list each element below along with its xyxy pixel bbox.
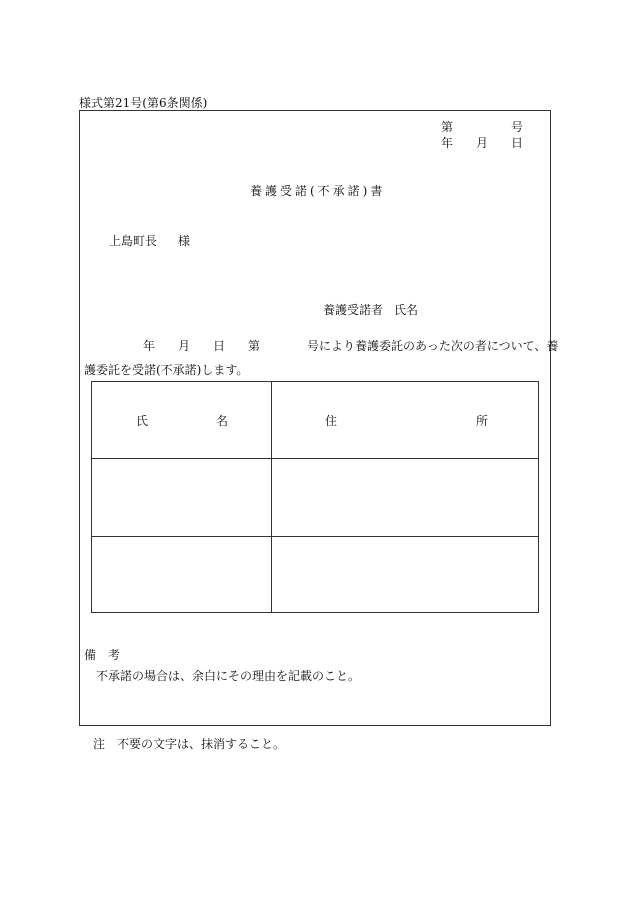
body-line-1-text: 号により養護委託のあった次の者について、養 <box>307 339 559 353</box>
date-year: 年 <box>441 136 454 150</box>
acceptor-label: 養護受諾者 <box>323 303 384 317</box>
header-name-char-1: 氏 <box>136 414 149 428</box>
date-month: 月 <box>476 136 489 150</box>
header-name-char-2: 名 <box>216 414 229 428</box>
table-row-2-name[interactable] <box>98 542 264 608</box>
table-row-1-name[interactable] <box>98 464 264 530</box>
header-address-char-1: 住 <box>325 414 338 428</box>
footnote: 注 不要の文字は、抹消すること。 <box>93 737 286 751</box>
acceptor-name-label: 氏名 <box>394 303 419 317</box>
table-row-1-address[interactable] <box>278 464 534 530</box>
body-line-2: 護委託を受諾(不承諾)します。 <box>84 363 249 377</box>
form-label: 様式第21号(第6条関係) <box>79 96 208 110</box>
body-month: 月 <box>178 339 191 353</box>
header-address-char-2: 所 <box>476 414 489 428</box>
body-year: 年 <box>143 339 156 353</box>
table-column-divider <box>271 382 272 612</box>
table-header-divider <box>92 458 538 459</box>
table-row-divider <box>92 536 538 537</box>
subject-table <box>91 381 539 613</box>
table-row-2-address[interactable] <box>278 542 534 608</box>
body-day: 日 <box>213 339 226 353</box>
body-number-prefix: 第 <box>248 339 261 353</box>
addressee-name: 上島町長 <box>109 234 158 248</box>
document-title: 養護受諾(不承諾)書 <box>250 184 386 198</box>
number-suffix: 号 <box>511 120 524 134</box>
addressee-honorific: 様 <box>178 234 191 248</box>
remarks-text: 不承諾の場合は、余白にその理由を記載のこと。 <box>96 669 361 683</box>
number-prefix: 第 <box>441 120 454 134</box>
remarks-heading: 備 考 <box>84 648 121 662</box>
date-day: 日 <box>511 136 524 150</box>
